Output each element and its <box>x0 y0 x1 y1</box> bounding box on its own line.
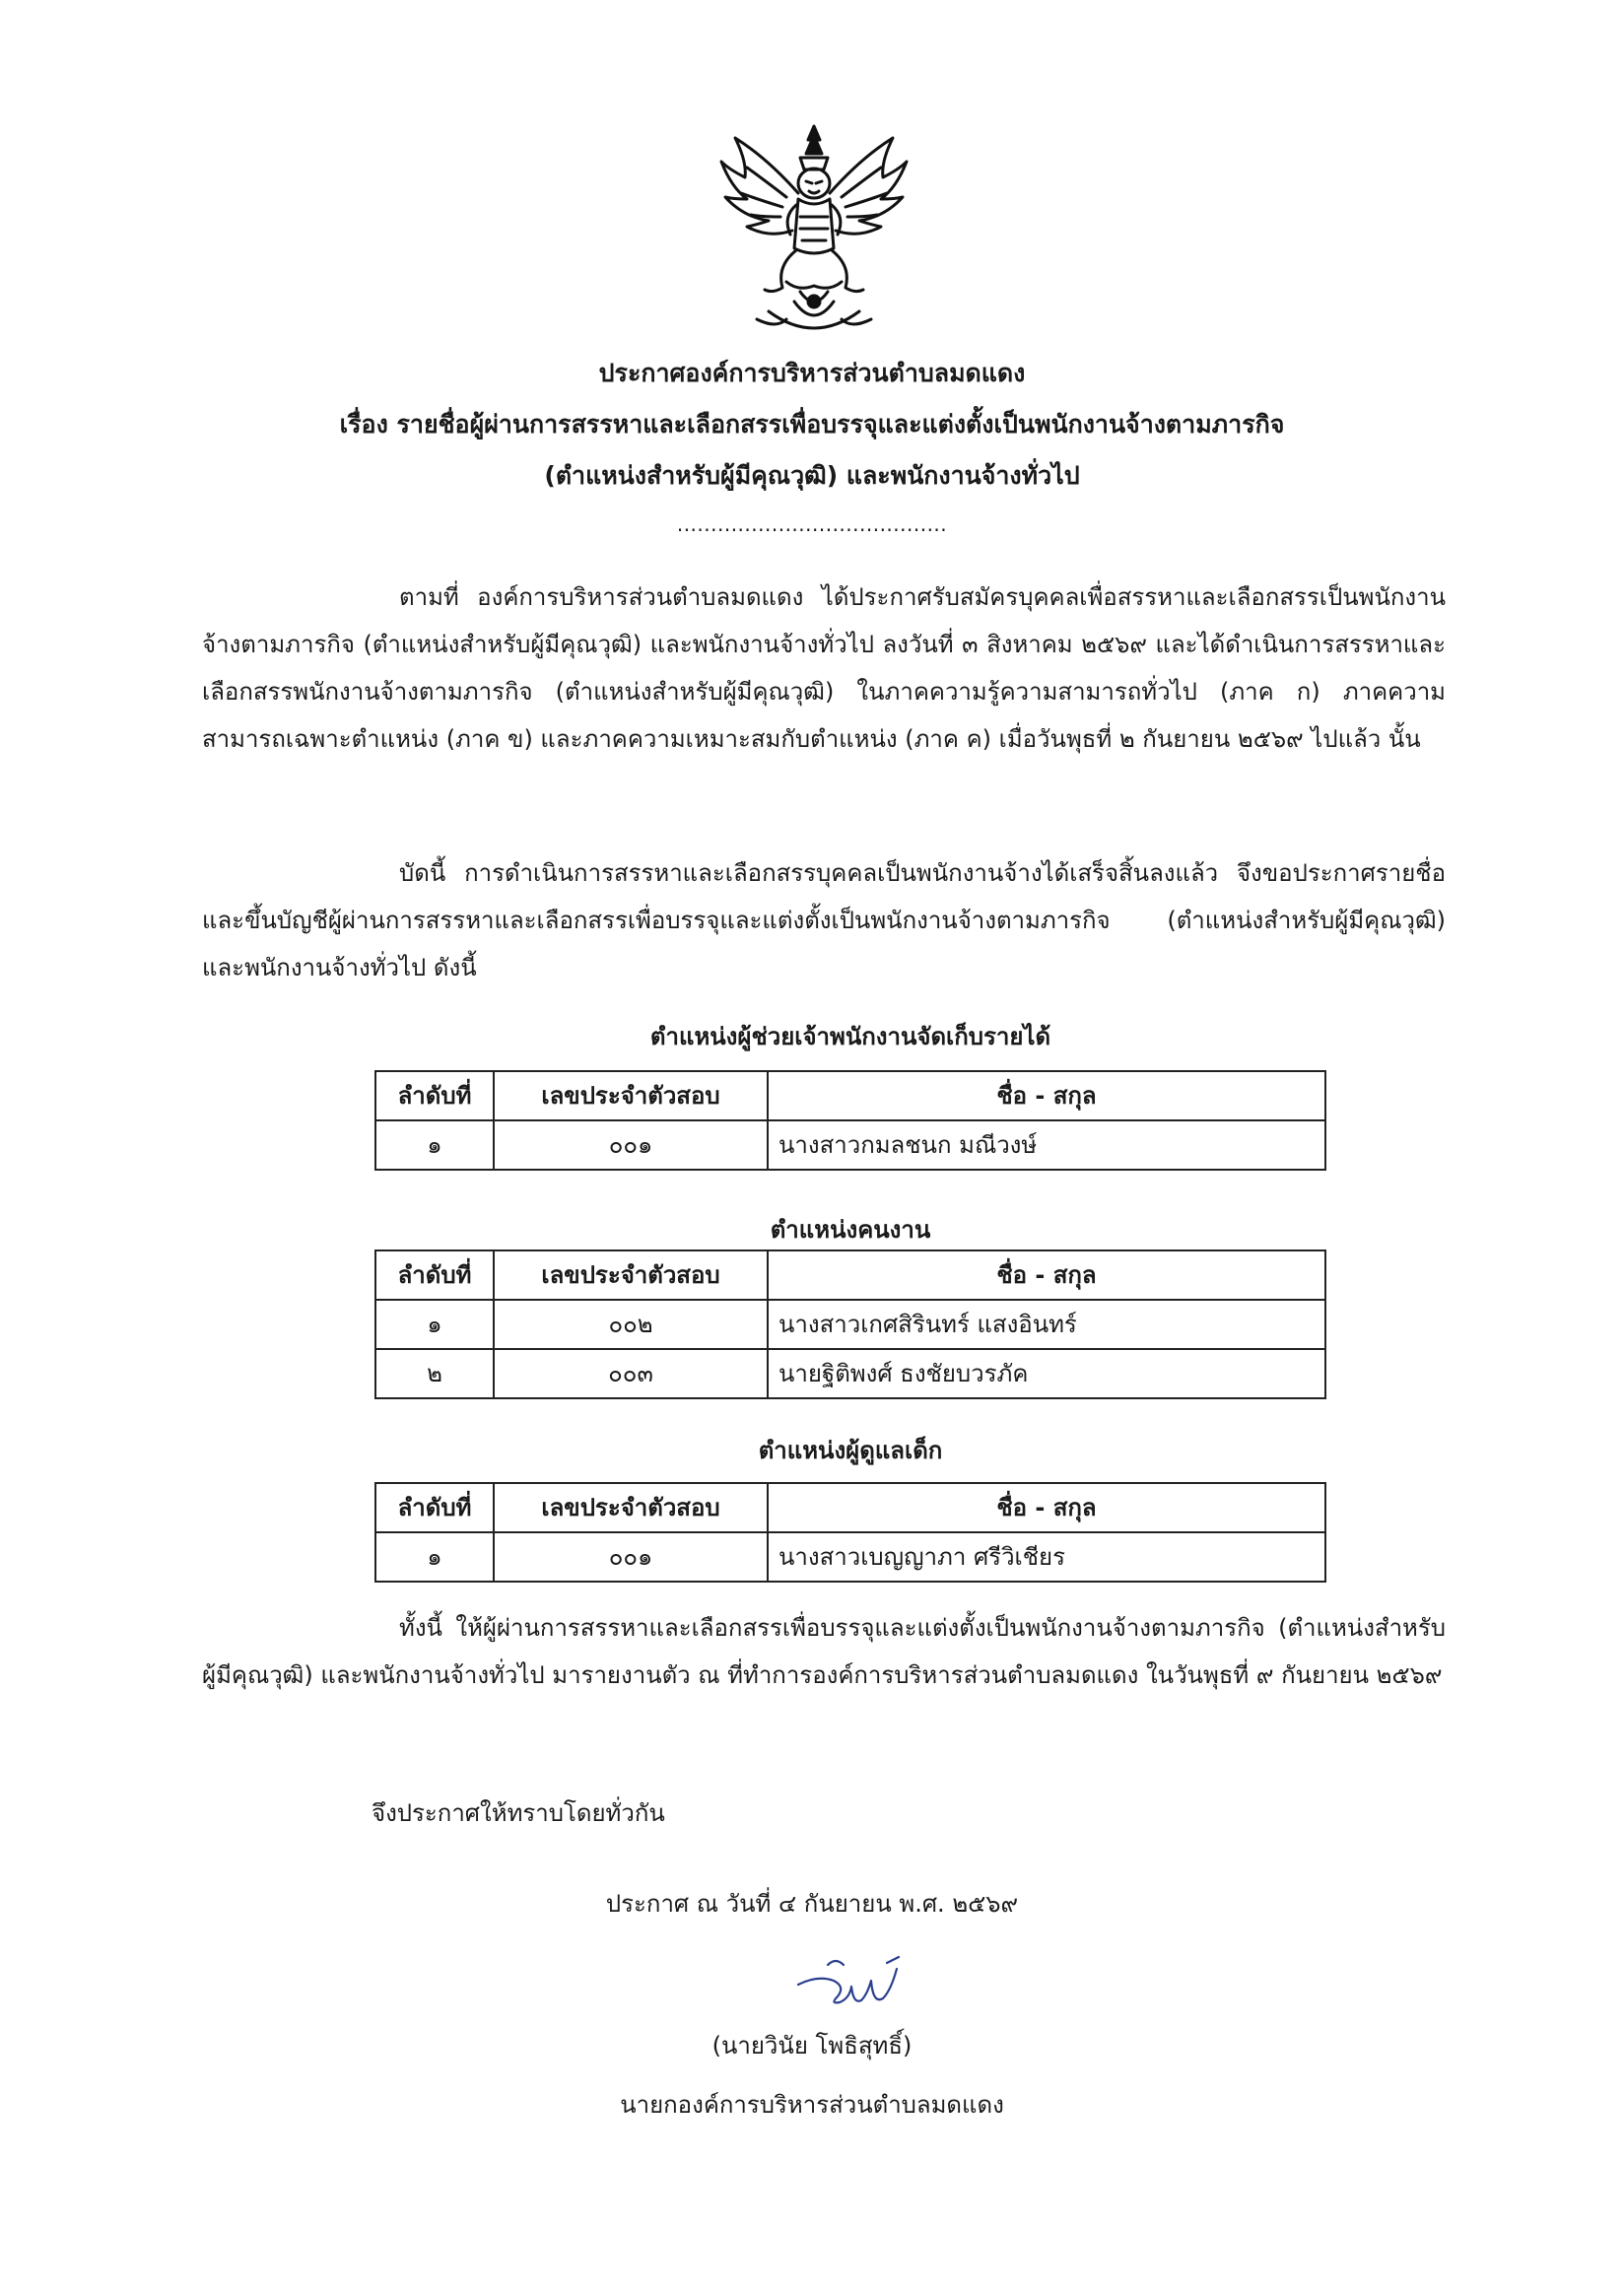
cell-order: ๑ <box>375 1532 494 1582</box>
column-header-exam-id: เลขประจำตัวสอบ <box>494 1250 768 1300</box>
table-row <box>375 1120 1325 1170</box>
column-header-order: ลำดับที่ <box>375 1483 494 1532</box>
cell-exam-id: ๐๐๑ <box>494 1120 768 1170</box>
cell-exam-id: ๐๐๓ <box>494 1349 768 1398</box>
results-table-worker <box>374 1249 1326 1399</box>
column-header-name: ชื่อ - สกุล <box>768 1071 1325 1120</box>
column-header-name: ชื่อ - สกุล <box>768 1250 1325 1300</box>
cell-order: ๒ <box>375 1349 494 1398</box>
paragraph-intro-text: ตามที่ องค์การบริหารส่วนตำบลมดแดง ได้ประกาศรับสมัครบุคคลเพื่อสรรหาและเลือกสรรเป็นพนักงานจ้างตามภารกิจ (ตำแหน่งสำหรับผู้มีคุณวุฒิ) และพนักงานจ้างทั่วไป ลงวันที่ ๓ สิงหาคม ๒๕๖๙ และได้ดำเนินการสรรหาและเลือกสรรพนักงานจ้างตามภารกิจ (ตำแหน่งสำหรับผู้มีคุณวุฒิ) ในภาคความรู้ความสามารถทั่วไป (ภาค ก) ภาคความสามารถเฉพาะตำแหน่ง (ภาค ข) และภาคความเหมาะสมกับตำแหน่ง (ภาค ค) เมื่อวันพุธที่ ๒ กันยายน ๒๕๖๙ ไปแล้ว นั้น <box>202 583 1446 753</box>
section-title-worker: ตำแหน่งคนงาน <box>770 1216 931 1244</box>
table-header-row <box>375 1071 1325 1120</box>
results-table-revenue-assistant <box>374 1070 1326 1171</box>
document-subject: เรื่อง รายชื่อผู้ผ่านการสรรหาและเลือกสรรเพื่อบรรจุและแต่งตั้งเป็นพนักงานจ้างตามภารกิจ <box>339 410 1285 439</box>
cell-exam-id: ๐๐๑ <box>494 1532 768 1582</box>
signer-title: นายกองค์การบริหารส่วนตำบลมดแดง <box>620 2091 1004 2119</box>
announcement-date: ประกาศ ณ วันที่ ๔ กันยายน พ.ศ. ๒๕๖๙ <box>605 1890 1019 1918</box>
cell-exam-id: ๐๐๒ <box>494 1300 768 1349</box>
garuda-emblem-icon <box>717 118 911 345</box>
column-header-order: ลำดับที่ <box>375 1250 494 1300</box>
signer-name: (นายวินัย โพธิสุทธิ์) <box>711 2032 913 2060</box>
paragraph-report-text: ทั้งนี้ ให้ผู้ผ่านการสรรหาและเลือกสรรเพื่อบรรจุและแต่งตั้งเป็นพนักงานจ้างตามภารกิจ (ตำแหน่งสำหรับผู้มีคุณวุฒิ) และพนักงานจ้างทั่วไป มารายงานตัว ณ ที่ทำการองค์การบริหารส่วนตำบลมดแดง ในวันพุธที่ ๙ กันยายน ๒๕๖๙ <box>202 1614 1446 1689</box>
paragraph-closing-text: จึงประกาศให้ทราบโดยทั่วกัน <box>372 1799 665 1827</box>
table-header-row <box>375 1483 1325 1532</box>
table-row <box>375 1532 1325 1582</box>
header-separator: ........................................ <box>676 512 948 536</box>
cell-name: นางสาวเบญญาภา ศรีวิเชียร <box>768 1532 1325 1582</box>
table-row <box>375 1300 1325 1349</box>
table-header-row <box>375 1250 1325 1300</box>
cell-name: นางสาวเกศสิรินทร์ แสงอินทร์ <box>768 1300 1325 1349</box>
document-subject-cont: (ตำแหน่งสำหรับผู้มีคุณวุฒิ) และพนักงานจ้างทั่วไป <box>544 461 1080 490</box>
paragraph-report-instruction <box>202 1604 1446 1699</box>
column-header-exam-id: เลขประจำตัวสอบ <box>494 1071 768 1120</box>
cell-name: นายฐิติพงศ์ ธงชัยบวรภัค <box>768 1349 1325 1398</box>
table-row <box>375 1349 1325 1398</box>
results-table-childcare <box>374 1482 1326 1583</box>
paragraph-announcement <box>202 849 1446 991</box>
paragraph-intro <box>202 574 1446 763</box>
column-header-order: ลำดับที่ <box>375 1071 494 1120</box>
document-heading: ประกาศองค์การบริหารส่วนตำบลมดแดง <box>598 359 1026 387</box>
handwritten-signature <box>788 1951 916 2020</box>
paragraph-announcement-text: บัดนี้ การดำเนินการสรรหาและเลือกสรรบุคคลเป็นพนักงานจ้างได้เสร็จสิ้นลงแล้ว จึงขอประกาศรายชื่อและขึ้นบัญชีผู้ผ่านการสรรหาและเลือกสรรเพื่อบรรจุและแต่งตั้งเป็นพนักงานจ้างตามภารกิจ (ตำแหน่งสำหรับผู้มีคุณวุฒิ) และพนักงานจ้างทั่วไป ดังนี้ <box>202 859 1446 981</box>
paragraph-closing <box>202 1790 1446 1837</box>
section-title-childcare: ตำแหน่งผู้ดูแลเด็ก <box>758 1437 943 1464</box>
section-title-revenue-assistant: ตำแหน่งผู้ช่วยเจ้าพนักงานจัดเก็บรายได้ <box>649 1023 1051 1050</box>
cell-name: นางสาวกมลชนก มณีวงษ์ <box>768 1120 1325 1170</box>
column-header-exam-id: เลขประจำตัวสอบ <box>494 1483 768 1532</box>
cell-order: ๑ <box>375 1300 494 1349</box>
column-header-name: ชื่อ - สกุล <box>768 1483 1325 1532</box>
cell-order: ๑ <box>375 1120 494 1170</box>
